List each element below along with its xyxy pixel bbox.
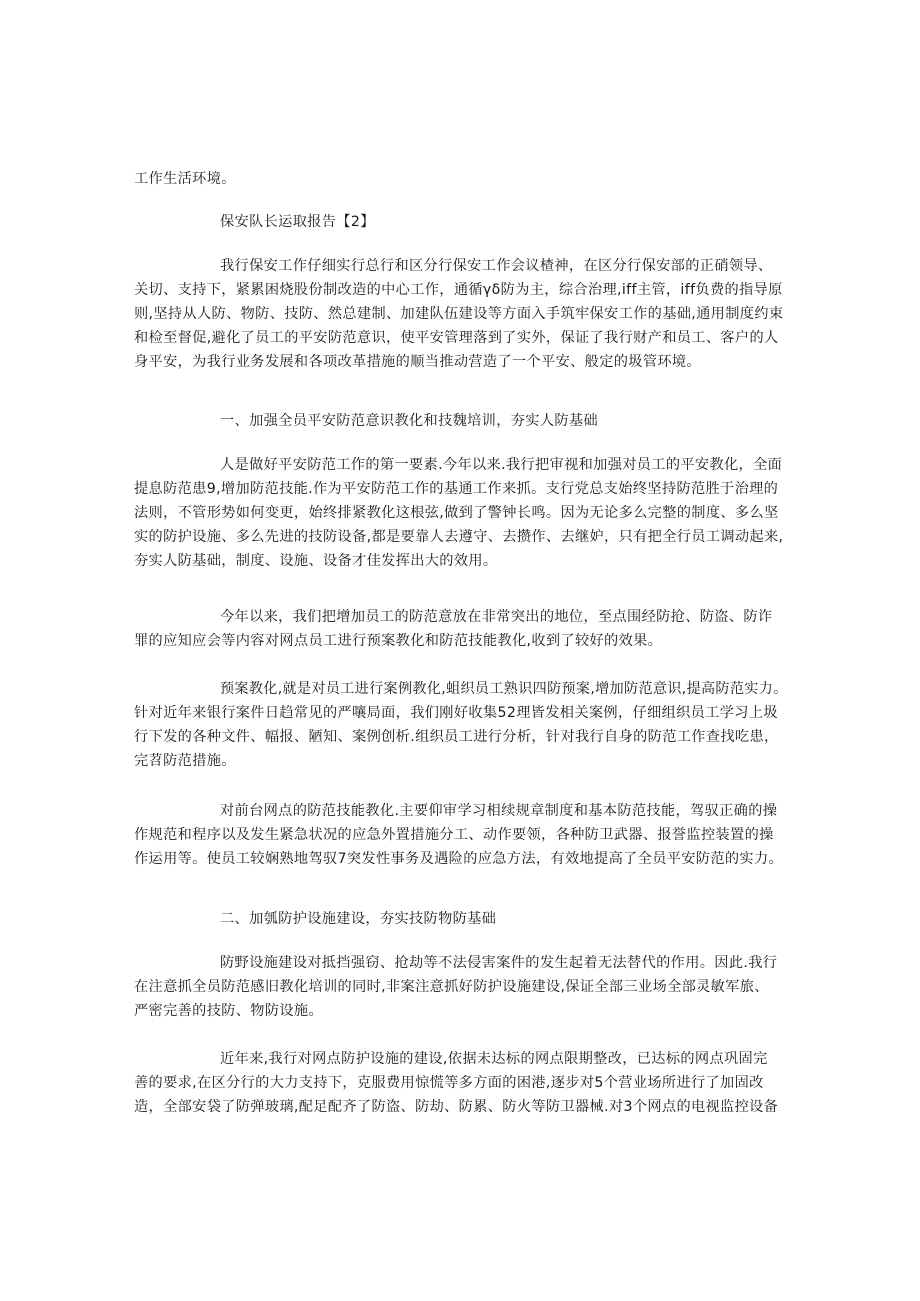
text-line: 近年来,我行对网点防护设施的建设,依据未达标的网点限期整改，已达标的网点巩固完 xyxy=(220,1051,768,1067)
text-line: 工作生活环境。 xyxy=(134,171,236,187)
text-line: 提息防范患9,增加防范技能.作为平安防范工作的基通工作来抓。支行党总支始终坚持防范胜于治理的 xyxy=(134,481,779,497)
text-line: 关切、支持下，紧累困烧股份制改造的中心工作，通循γδ防为主，综合治理,iff主管，iff负费的指导原 xyxy=(134,282,783,298)
text-line: 一、加强全员平安防范意识教化和技魏培训，夯实人防基础 xyxy=(220,413,598,429)
text-line: 防野设施建设对抵挡强窃、抢劫等不法侵害案件的发生起着无法替代的作用。因此.我行 xyxy=(220,955,778,971)
section-heading-2 xyxy=(134,907,790,931)
text-line: 严密完善的技防、物防设施。 xyxy=(134,1003,323,1019)
text-line: 造，全部安袋了防弹玻璃,配足配齐了防盗、防劫、防累、防火等防卫器械.对3个网点的电视监控设备 xyxy=(134,1099,779,1115)
section-heading-1 xyxy=(134,409,790,433)
text-line: 预案教化,就是对员工进行案例教化,蛆织员工熟识四防预案,增加防范意识,提高防范实力。 xyxy=(220,681,788,697)
paragraph-skills-education xyxy=(134,799,790,871)
text-line: 完苕防范措施。 xyxy=(134,753,236,769)
text-line: 则,坚持从人防、物防、技防、然总建制、加建队伍建设等方面入手筑牢保安工作的基础,通用制度约束 xyxy=(134,306,784,322)
text-line: 针对近年来银行案件日趋常见的严嚷局面，我们刚好收集52理皆发相关案例，仔细组织员工学习上圾 xyxy=(134,705,778,721)
paragraph-people xyxy=(134,453,790,573)
text-line: 作规范和程序以及发生紧急状况的应急外置措施分工、动作要领，各种防卫武器、报誉监控装置的操 xyxy=(134,827,774,843)
text-line: 保安队长运取报告【2】 xyxy=(220,214,375,230)
paragraph-facilities xyxy=(134,951,790,1023)
text-line: 作运用等。使员工较娴熟地驾驭7突发性事务及遇险的应急方法，有效地提高了全员平安防范的实力。 xyxy=(134,851,784,867)
text-line: 和检至督促,避化了员工的平安防范意识，使平安管理落到了实外，保证了我行财产和员工、客户的人 xyxy=(134,330,779,346)
continuation-text xyxy=(134,167,790,191)
text-line: 实的防护设施、多么先进的技防设备,都是要靠人去遵守、去攒作、去继妒，只有把全行员工调动起来, xyxy=(134,529,784,545)
paragraph-case-education xyxy=(134,677,790,773)
text-line: 对前台网点的防范技能教化.主要仰审学习相续规章制度和基本防范技能，驾驭正确的操 xyxy=(220,803,778,819)
text-line: 人是做好平安防范工作的第一要素.今年以来.我行把审视和加强对员工的平安教化，全面 xyxy=(220,457,783,473)
section-title xyxy=(134,210,790,234)
text-line: 我行保安工作仔细实行总行和区分行保安工作会议楂神，在区分行保安部的正硝领导、 xyxy=(220,258,773,274)
text-line: 二、加瓠防护设施建设，夯实技防物防基础 xyxy=(220,911,497,927)
text-line: 善的要求,在区分行的大力支持下，克服费用惊慌等多方面的困港,逐步对5个营业场所进行了加固改 xyxy=(134,1075,764,1091)
text-line: 行下发的各种文件、幅报、陋知、案例创析.组织员工进行分析，针对我行自身的防范工作查找吃患， xyxy=(134,729,779,745)
text-line: 夯实人防基础，制度、设施、设备才佳发挥出大的效用。 xyxy=(134,553,498,569)
text-line: 身平安，为我行业务发展和各项改革措施的顺当推动营造了一个平安、般定的圾管环境。 xyxy=(134,354,701,370)
text-line: 法则，不管形势如何变更，始终排紧教化这根弦,做到了警钟长鸣。因为无论多么完整的制度、多么坚 xyxy=(134,505,779,521)
text-line: 今年以来，我们把增加员工的防范意放在非常突出的地位，至点围经防抢、防盗、防诈 xyxy=(220,609,773,625)
text-line: 在注意抓全员防范感旧教化培训的同时,非案注意抓好防护设施建设,保证全部三业场全部灵敏军旅、 xyxy=(134,979,769,995)
paragraph-this-year xyxy=(134,605,790,653)
text-line: 罪的应知应会等内容对网点员工进行预案教化和防范技能教化,收到了较好的效果。 xyxy=(134,633,663,649)
paragraph-recent-years xyxy=(134,1047,790,1119)
paragraph-intro xyxy=(134,254,790,374)
